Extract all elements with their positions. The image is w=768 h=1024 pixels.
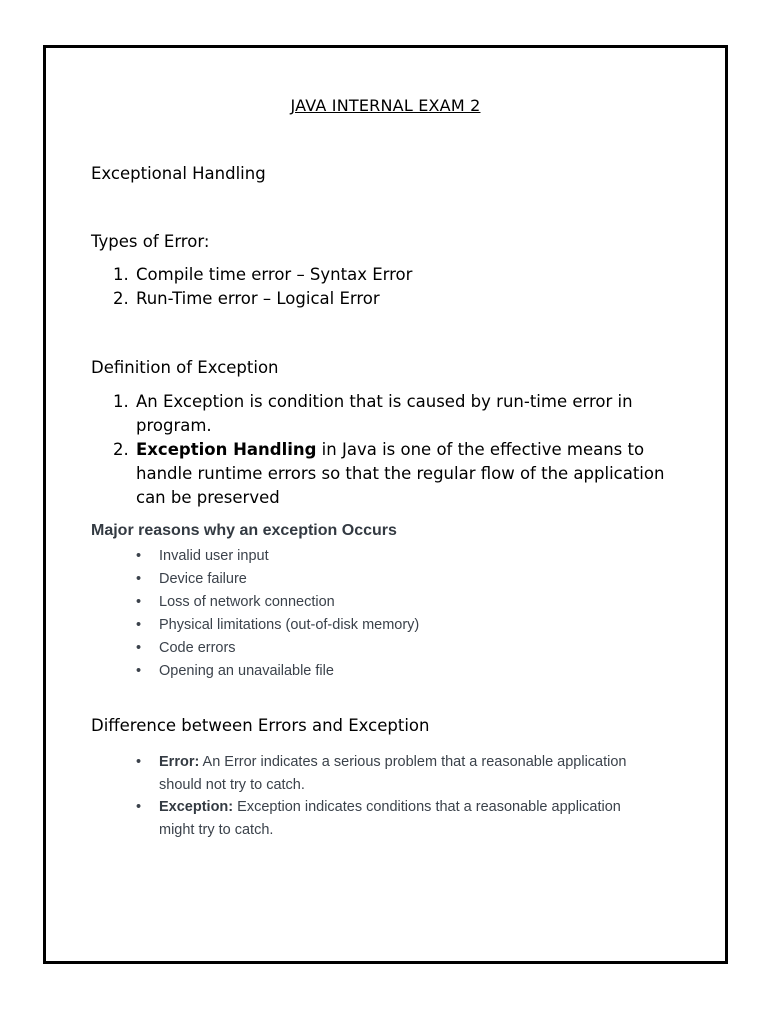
document-page xyxy=(43,45,728,964)
list-item xyxy=(91,796,651,841)
bullet-icon: • xyxy=(136,571,142,587)
list-item xyxy=(91,637,651,660)
difference-text: An Error indicates a serious problem that a reasonable application should not try to catch. xyxy=(159,754,627,793)
bullet-icon: • xyxy=(136,663,142,679)
list-item xyxy=(91,568,651,591)
list-item: 2. Exception Handling in Java is one of the effective means to handle runtime errors so that the regular flow of the application can be preserved xyxy=(113,440,665,507)
difference-text: Exception indicates conditions that a reasonable application might try to catch. xyxy=(159,799,621,838)
types-heading: Types of Error: xyxy=(91,232,210,251)
definition-term: Exception Handling xyxy=(136,440,317,459)
list-item: 2. Run-Time error – Logical Error xyxy=(113,289,380,308)
type-item-text: Run-Time error – Logical Error xyxy=(136,289,380,308)
definition-item-text: in Java is one of the effective means to handle runtime errors so that the regular flow of the application can be preserved xyxy=(136,440,665,507)
reason-text: Invalid user input xyxy=(159,548,269,564)
bullet-icon: • xyxy=(136,754,142,770)
bullet-icon: • xyxy=(136,799,142,815)
list-item xyxy=(91,545,651,568)
reason-text: Opening an unavailable file xyxy=(159,663,334,679)
list-item xyxy=(91,660,651,683)
list-item xyxy=(91,751,651,796)
difference-heading: Difference between Errors and Exception xyxy=(91,716,430,735)
definitions-list xyxy=(91,390,691,510)
list-item: 1. Compile time error – Syntax Error xyxy=(113,265,413,284)
reason-text: Code errors xyxy=(159,640,236,656)
reasons-heading: Major reasons why an exception Occurs xyxy=(91,522,397,539)
difference-term: Error: xyxy=(159,754,200,770)
reason-text: Physical limitations (out-of-disk memory) xyxy=(159,617,420,633)
reason-text: Loss of network connection xyxy=(159,594,335,610)
definition-item-text: An Exception is condition that is caused by run-time error in program. xyxy=(136,392,633,435)
type-item-text: Compile time error – Syntax Error xyxy=(136,265,413,284)
bullet-icon: • xyxy=(136,548,142,564)
section-topic: Exceptional Handling xyxy=(91,164,266,183)
bullet-icon: • xyxy=(136,594,142,610)
list-item xyxy=(91,591,651,614)
bullet-icon: • xyxy=(136,640,142,656)
bullet-icon: • xyxy=(136,617,142,633)
list-item: 1. An Exception is condition that is caused by run-time error in program. xyxy=(113,392,633,435)
types-list xyxy=(91,263,691,311)
reason-text: Device failure xyxy=(159,571,247,587)
definition-heading: Definition of Exception xyxy=(91,358,279,377)
difference-term: Exception: xyxy=(159,799,234,815)
list-item xyxy=(91,614,651,637)
reasons-list xyxy=(91,545,651,683)
differences-list xyxy=(91,751,651,841)
page-title: JAVA INTERNAL EXAM 2 xyxy=(290,96,481,115)
